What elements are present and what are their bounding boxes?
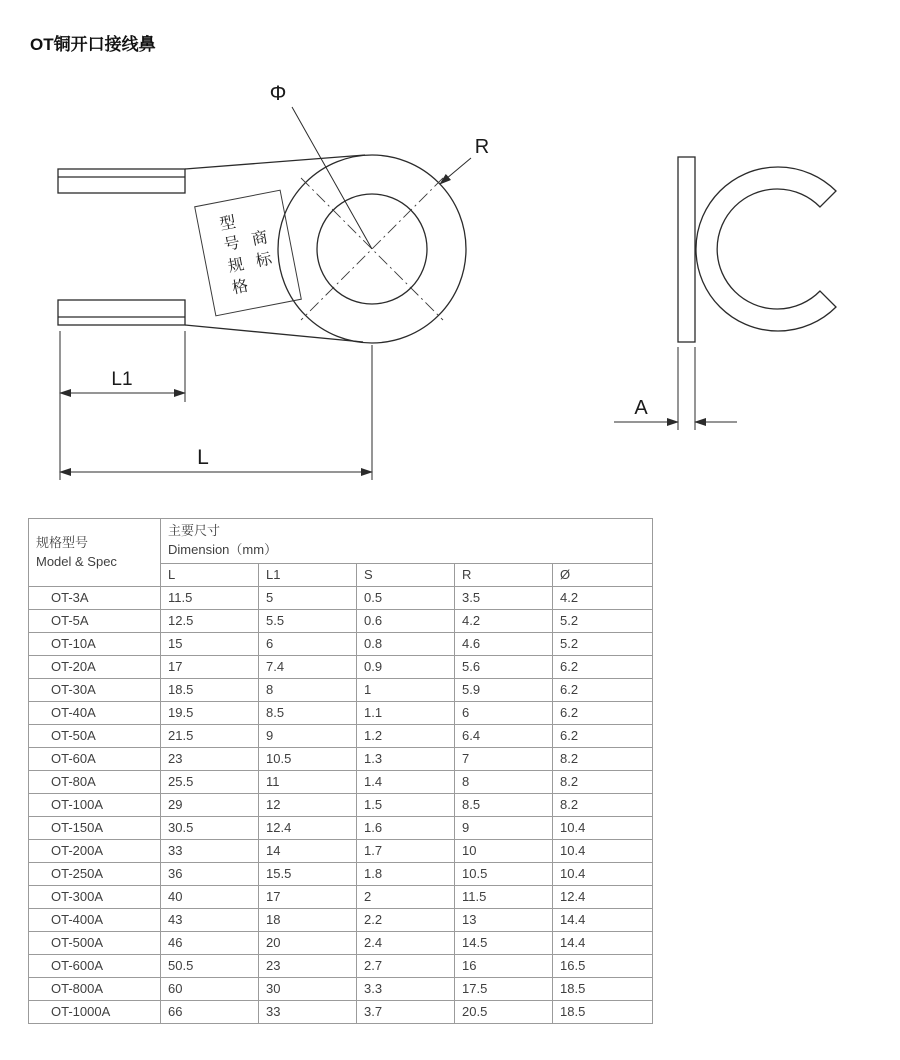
value-cell: 10.4	[553, 863, 653, 886]
value-cell: 6	[259, 633, 357, 656]
value-cell: 18.5	[161, 679, 259, 702]
value-cell: 1.7	[357, 840, 455, 863]
phi-label: Φ	[269, 82, 287, 105]
value-cell: 1	[357, 679, 455, 702]
value-cell: 12	[259, 794, 357, 817]
value-cell: 10.5	[455, 863, 553, 886]
value-cell: 6.4	[455, 725, 553, 748]
value-cell: 8.2	[553, 771, 653, 794]
value-cell: 8.2	[553, 794, 653, 817]
value-cell: 33	[161, 840, 259, 863]
value-cell: 8.5	[455, 794, 553, 817]
value-cell: 1.5	[357, 794, 455, 817]
model-cell: OT-500A	[29, 932, 161, 955]
table-row	[29, 909, 653, 932]
stamp-text-trademark: 商标	[250, 229, 274, 271]
dimension-header-en: Dimension（mm）	[168, 542, 278, 557]
model-cell: OT-5A	[29, 610, 161, 633]
value-cell: 15	[161, 633, 259, 656]
value-cell: 14.4	[553, 909, 653, 932]
value-cell: 30	[259, 978, 357, 1001]
value-cell: 20	[259, 932, 357, 955]
table-row	[29, 955, 653, 978]
column-header: S	[357, 564, 455, 587]
value-cell: 4.2	[553, 587, 653, 610]
value-cell: 25.5	[161, 771, 259, 794]
table-row	[29, 886, 653, 909]
value-cell: 2	[357, 886, 455, 909]
value-cell: 18.5	[553, 978, 653, 1001]
value-cell: 7.4	[259, 656, 357, 679]
value-cell: 66	[161, 1001, 259, 1024]
value-cell: 8	[455, 771, 553, 794]
value-cell: 17.5	[455, 978, 553, 1001]
table-row	[29, 1001, 653, 1024]
terminal-side-view	[614, 157, 836, 430]
value-cell: 3.5	[455, 587, 553, 610]
dimension-header-cn: 主要尺寸	[168, 523, 221, 539]
value-cell: 8.2	[553, 748, 653, 771]
value-cell: 14.5	[455, 932, 553, 955]
value-cell: 10.4	[553, 840, 653, 863]
value-cell: 30.5	[161, 817, 259, 840]
value-cell: 0.8	[357, 633, 455, 656]
value-cell: 60	[161, 978, 259, 1001]
value-cell: 0.5	[357, 587, 455, 610]
stamp-text-model-spec: 型号规格	[218, 213, 250, 298]
value-cell: 10.5	[259, 748, 357, 771]
value-cell: 19.5	[161, 702, 259, 725]
model-cell: OT-400A	[29, 909, 161, 932]
length-dimensions	[60, 331, 372, 480]
value-cell: 6.2	[553, 702, 653, 725]
value-cell: 0.6	[357, 610, 455, 633]
value-cell: 16	[455, 955, 553, 978]
value-cell: 40	[161, 886, 259, 909]
value-cell: 46	[161, 932, 259, 955]
a-label: A	[634, 397, 648, 419]
value-cell: 14	[259, 840, 357, 863]
value-cell: 23	[259, 955, 357, 978]
model-cell: OT-60A	[29, 748, 161, 771]
value-cell: 0.9	[357, 656, 455, 679]
value-cell: 8	[259, 679, 357, 702]
model-cell: OT-150A	[29, 817, 161, 840]
phi-leader-line	[292, 107, 372, 249]
column-header: Ø	[553, 564, 653, 587]
value-cell: 11.5	[161, 587, 259, 610]
value-cell: 5.9	[455, 679, 553, 702]
dimension-header	[161, 519, 653, 564]
value-cell: 6.2	[553, 656, 653, 679]
value-cell: 14.4	[553, 932, 653, 955]
column-header: R	[455, 564, 553, 587]
table-row	[29, 679, 653, 702]
value-cell: 12.4	[553, 886, 653, 909]
model-cell: OT-300A	[29, 886, 161, 909]
value-cell: 15.5	[259, 863, 357, 886]
value-cell: 1.3	[357, 748, 455, 771]
model-cell: OT-250A	[29, 863, 161, 886]
value-cell: 1.2	[357, 725, 455, 748]
value-cell: 7	[455, 748, 553, 771]
value-cell: 20.5	[455, 1001, 553, 1024]
value-cell: 2.4	[357, 932, 455, 955]
value-cell: 21.5	[161, 725, 259, 748]
value-cell: 6	[455, 702, 553, 725]
terminal-lug-drawing	[0, 52, 900, 504]
l-label: L	[197, 446, 209, 469]
spec-table	[28, 518, 653, 1024]
radius-label: R	[474, 136, 490, 158]
model-cell: OT-3A	[29, 587, 161, 610]
model-cell: OT-100A	[29, 794, 161, 817]
model-cell: OT-800A	[29, 978, 161, 1001]
value-cell: 9	[259, 725, 357, 748]
value-cell: 9	[455, 817, 553, 840]
value-cell: 23	[161, 748, 259, 771]
model-cell: OT-30A	[29, 679, 161, 702]
table-row	[29, 656, 653, 679]
value-cell: 6.2	[553, 679, 653, 702]
table-row	[29, 863, 653, 886]
model-cell: OT-600A	[29, 955, 161, 978]
value-cell: 5.2	[553, 610, 653, 633]
value-cell: 3.3	[357, 978, 455, 1001]
column-header: L1	[259, 564, 357, 587]
value-cell: 5.2	[553, 633, 653, 656]
table-row	[29, 978, 653, 1001]
header-row-1	[29, 519, 653, 564]
value-cell: 5.6	[455, 656, 553, 679]
value-cell: 5.5	[259, 610, 357, 633]
value-cell: 10.4	[553, 817, 653, 840]
model-cell: OT-50A	[29, 725, 161, 748]
value-cell: 10	[455, 840, 553, 863]
value-cell: 5	[259, 587, 357, 610]
model-cell: OT-10A	[29, 633, 161, 656]
table-row	[29, 794, 653, 817]
side-tab	[678, 157, 695, 342]
value-cell: 36	[161, 863, 259, 886]
table-row	[29, 771, 653, 794]
table-row	[29, 702, 653, 725]
table-row	[29, 610, 653, 633]
value-cell: 11.5	[455, 886, 553, 909]
value-cell: 2.2	[357, 909, 455, 932]
l1-label: L1	[111, 369, 133, 390]
value-cell: 1.6	[357, 817, 455, 840]
radius-leader-line	[440, 158, 471, 184]
value-cell: 17	[259, 886, 357, 909]
value-cell: 50.5	[161, 955, 259, 978]
model-spec-header-cn: 规格型号	[36, 534, 89, 550]
value-cell: 12.5	[161, 610, 259, 633]
model-cell: OT-1000A	[29, 1001, 161, 1024]
value-cell: 4.6	[455, 633, 553, 656]
model-cell: OT-200A	[29, 840, 161, 863]
value-cell: 18	[259, 909, 357, 932]
value-cell: 16.5	[553, 955, 653, 978]
value-cell: 33	[259, 1001, 357, 1024]
table-row	[29, 840, 653, 863]
value-cell: 12.4	[259, 817, 357, 840]
callouts	[270, 82, 490, 249]
value-cell: 3.7	[357, 1001, 455, 1024]
value-cell: 11	[259, 771, 357, 794]
value-cell: 1.1	[357, 702, 455, 725]
value-cell: 17	[161, 656, 259, 679]
table-row	[29, 725, 653, 748]
value-cell: 13	[455, 909, 553, 932]
table-row	[29, 633, 653, 656]
table-row	[29, 932, 653, 955]
value-cell: 6.2	[553, 725, 653, 748]
open-ring-profile	[696, 167, 836, 331]
technical-drawing	[0, 52, 900, 504]
model-spec-header-en: Model & Spec	[36, 553, 117, 569]
value-cell: 4.2	[455, 610, 553, 633]
column-header: L	[161, 564, 259, 587]
value-cell: 29	[161, 794, 259, 817]
value-cell: 1.8	[357, 863, 455, 886]
value-cell: 1.4	[357, 771, 455, 794]
page-title: OT铜开口接线鼻	[30, 35, 156, 54]
value-cell: 8.5	[259, 702, 357, 725]
table-row	[29, 748, 653, 771]
table-row	[29, 817, 653, 840]
value-cell: 2.7	[357, 955, 455, 978]
model-cell: OT-40A	[29, 702, 161, 725]
model-spec-header	[29, 519, 161, 587]
model-cell: OT-20A	[29, 656, 161, 679]
model-cell: OT-80A	[29, 771, 161, 794]
value-cell: 18.5	[553, 1001, 653, 1024]
table-row	[29, 587, 653, 610]
value-cell: 43	[161, 909, 259, 932]
